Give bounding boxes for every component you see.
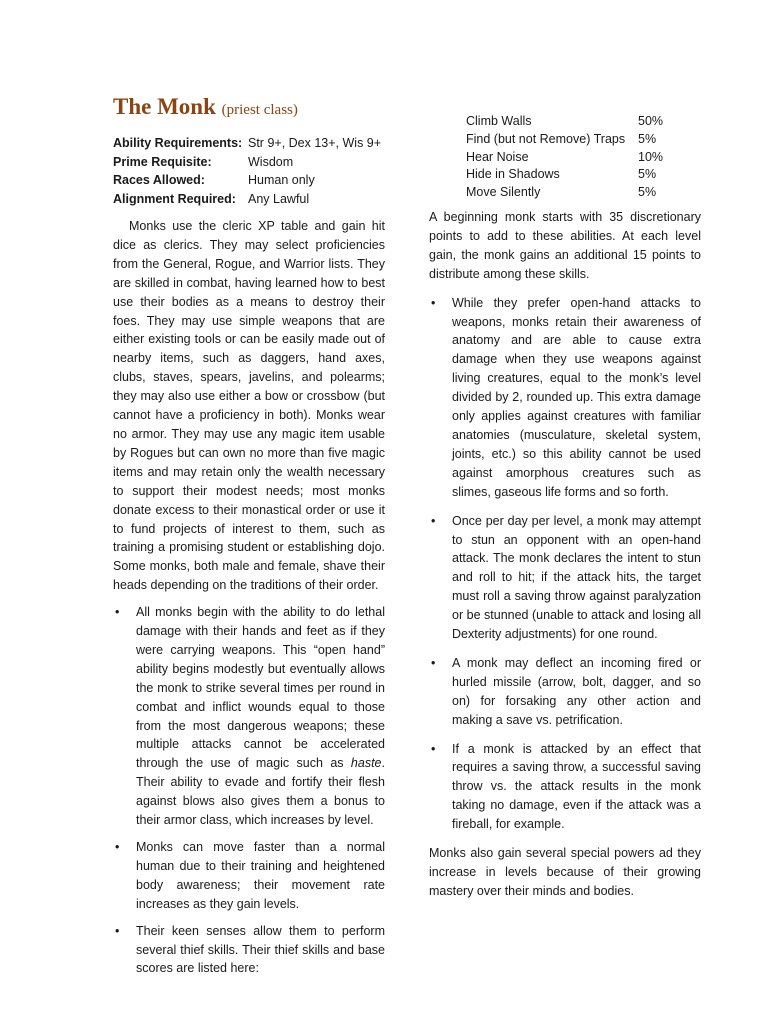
skill-score: 5% (638, 167, 657, 182)
list-item (429, 512, 701, 644)
bullet-text: While they prefer open-hand attacks to weapons, monks retain their awareness of anatomy and are able to cause extra damage when they use weapons against living creatures, equal to the monk’s level divided by 2, rounded up. This extra damage only applies against creatures with familiar anatomies (musculature, skeletal system, joints, etc.) so this ability cannot be used against amorphous creatures such as slimes, gaseous life forms and so forth. (452, 295, 701, 499)
bullet-text: Monks can move faster than a normal human due to their training and heightened body awareness; their movement rate increases as they gain levels. (136, 840, 385, 911)
bullet-text: Their keen senses allow them to perform several thief skills. Their thief skills and base scores are listed here: (136, 923, 385, 976)
bullet-icon: • (431, 295, 436, 310)
bullet-text: A monk may deflect an incoming fired or hurled missile (arrow, bolt, dagger, and so on) for forsaking any other action and making a save vs. petrification. (452, 655, 701, 727)
skills-table (466, 113, 663, 202)
right-body (429, 208, 701, 911)
list-item (429, 654, 701, 730)
requirement-row (113, 134, 381, 153)
requirement-label: Alignment Required: (113, 191, 236, 206)
bullet-text: Once per day per level, a monk may attempt to stun an opponent with an open-hand attack. The monk declares the intent to stun and roll to hit; if the attack hits, the target must roll a saving throw against paralyzation or be stunned (unable to attack and losing all Dexterity adjustments) for one round. (452, 513, 701, 642)
bullet-icon: • (115, 605, 120, 620)
closing-paragraph: Monks also gain several special powers ad they increase in levels because of their growing mastery over their minds and bodies. (429, 846, 701, 898)
requirement-row (113, 190, 381, 209)
page-title (113, 94, 298, 120)
skill-score: 50% (638, 114, 664, 128)
skill-name: Hear Noise (466, 149, 529, 164)
skill-row (466, 184, 663, 202)
requirements-table (113, 134, 381, 208)
skill-row (466, 131, 663, 149)
skill-score: 5% (638, 131, 657, 146)
skill-score: 10% (638, 149, 664, 164)
skill-name: Climb Walls (466, 114, 532, 128)
requirement-value: Human only (248, 173, 315, 187)
skill-row (466, 113, 663, 131)
requirement-value: Any Lawful (248, 191, 310, 206)
list-item (429, 740, 701, 835)
left-body (113, 217, 385, 986)
requirement-value: Wisdom (248, 154, 294, 169)
requirement-label: Ability Requirements: (113, 136, 243, 150)
skill-name: Find (but not Remove) Traps (466, 131, 626, 146)
skill-name: Move Silently (466, 185, 541, 200)
bullet-icon: • (431, 741, 436, 756)
skill-row (466, 166, 663, 184)
title-main: The Monk (113, 94, 216, 119)
bullet-icon: • (115, 840, 120, 854)
ability-list (113, 603, 385, 978)
skills-note: A beginning monk starts with 35 discretionary points to add to these abilities. At each level gain, the monk gains an additional 15 points to distribute among these skills. (429, 210, 701, 281)
requirement-row (113, 171, 381, 190)
list-item (113, 603, 385, 830)
requirement-value: Str 9+, Dex 13+, Wis 9+ (248, 136, 382, 150)
skill-score: 5% (638, 185, 657, 200)
requirement-label: Races Allowed: (113, 173, 205, 187)
skill-row (466, 149, 663, 167)
list-item (113, 922, 385, 979)
bullet-icon: • (431, 655, 436, 670)
bullet-text: If a monk is attacked by an effect that requires a saving throw, a successful saving throw vs. the attack results in the monk taking no damage, even if the attack was a fireball, for example. (452, 741, 701, 832)
italic-term: haste (350, 756, 382, 771)
list-item (429, 294, 701, 502)
bullet-text: . Their ability to evade and fortify their flesh against blows also gives them a bonus to their armor class, which increases by level. (136, 756, 385, 828)
bullet-icon: • (431, 513, 436, 528)
intro-paragraph: Monks use the cleric XP table and gain hit dice as clerics. They may select proficiencies from the General, Rogue, and Warrior lists. They are skilled in combat, having learned how to best use their bodies as a means to destroy their foes. They may use simple weapons that are either existing tools or can be easily made out of nearby items, such as daggers, hand axes, clubs, staves, spears, javelins, and polearms; they may also use either a bow or crossbow (but cannot have a proficiency in both). Monks wear no armor. They may use any magic item usable by Rogues but can own no more than five magic items and may retain only the wealth necessary to support their modest needs; most monks donate excess to their monastical order or use it to fund projects of interest to them, such as training a promising student or establishing dojo. Some monks, both male and female, shave their heads depending on the traditions of their order. (113, 219, 385, 593)
bullet-icon: • (115, 923, 120, 938)
list-item (113, 838, 385, 914)
skill-name: Hide in Shadows (466, 167, 560, 182)
requirement-row (113, 153, 381, 172)
bullet-text: All monks begin with the ability to do lethal damage with their hands and feet as if they were carrying weapons. This “open hand” ability begins modestly but eventually allows the monk to strike several times per round in combat and inflict wounds equal to those from the most dangerous weapons; these multiple attacks cannot be accelerated through the use of magic such as (136, 605, 385, 771)
requirement-label: Prime Requisite: (113, 154, 212, 169)
title-subtitle: (priest class) (221, 102, 298, 118)
power-list (429, 294, 701, 834)
